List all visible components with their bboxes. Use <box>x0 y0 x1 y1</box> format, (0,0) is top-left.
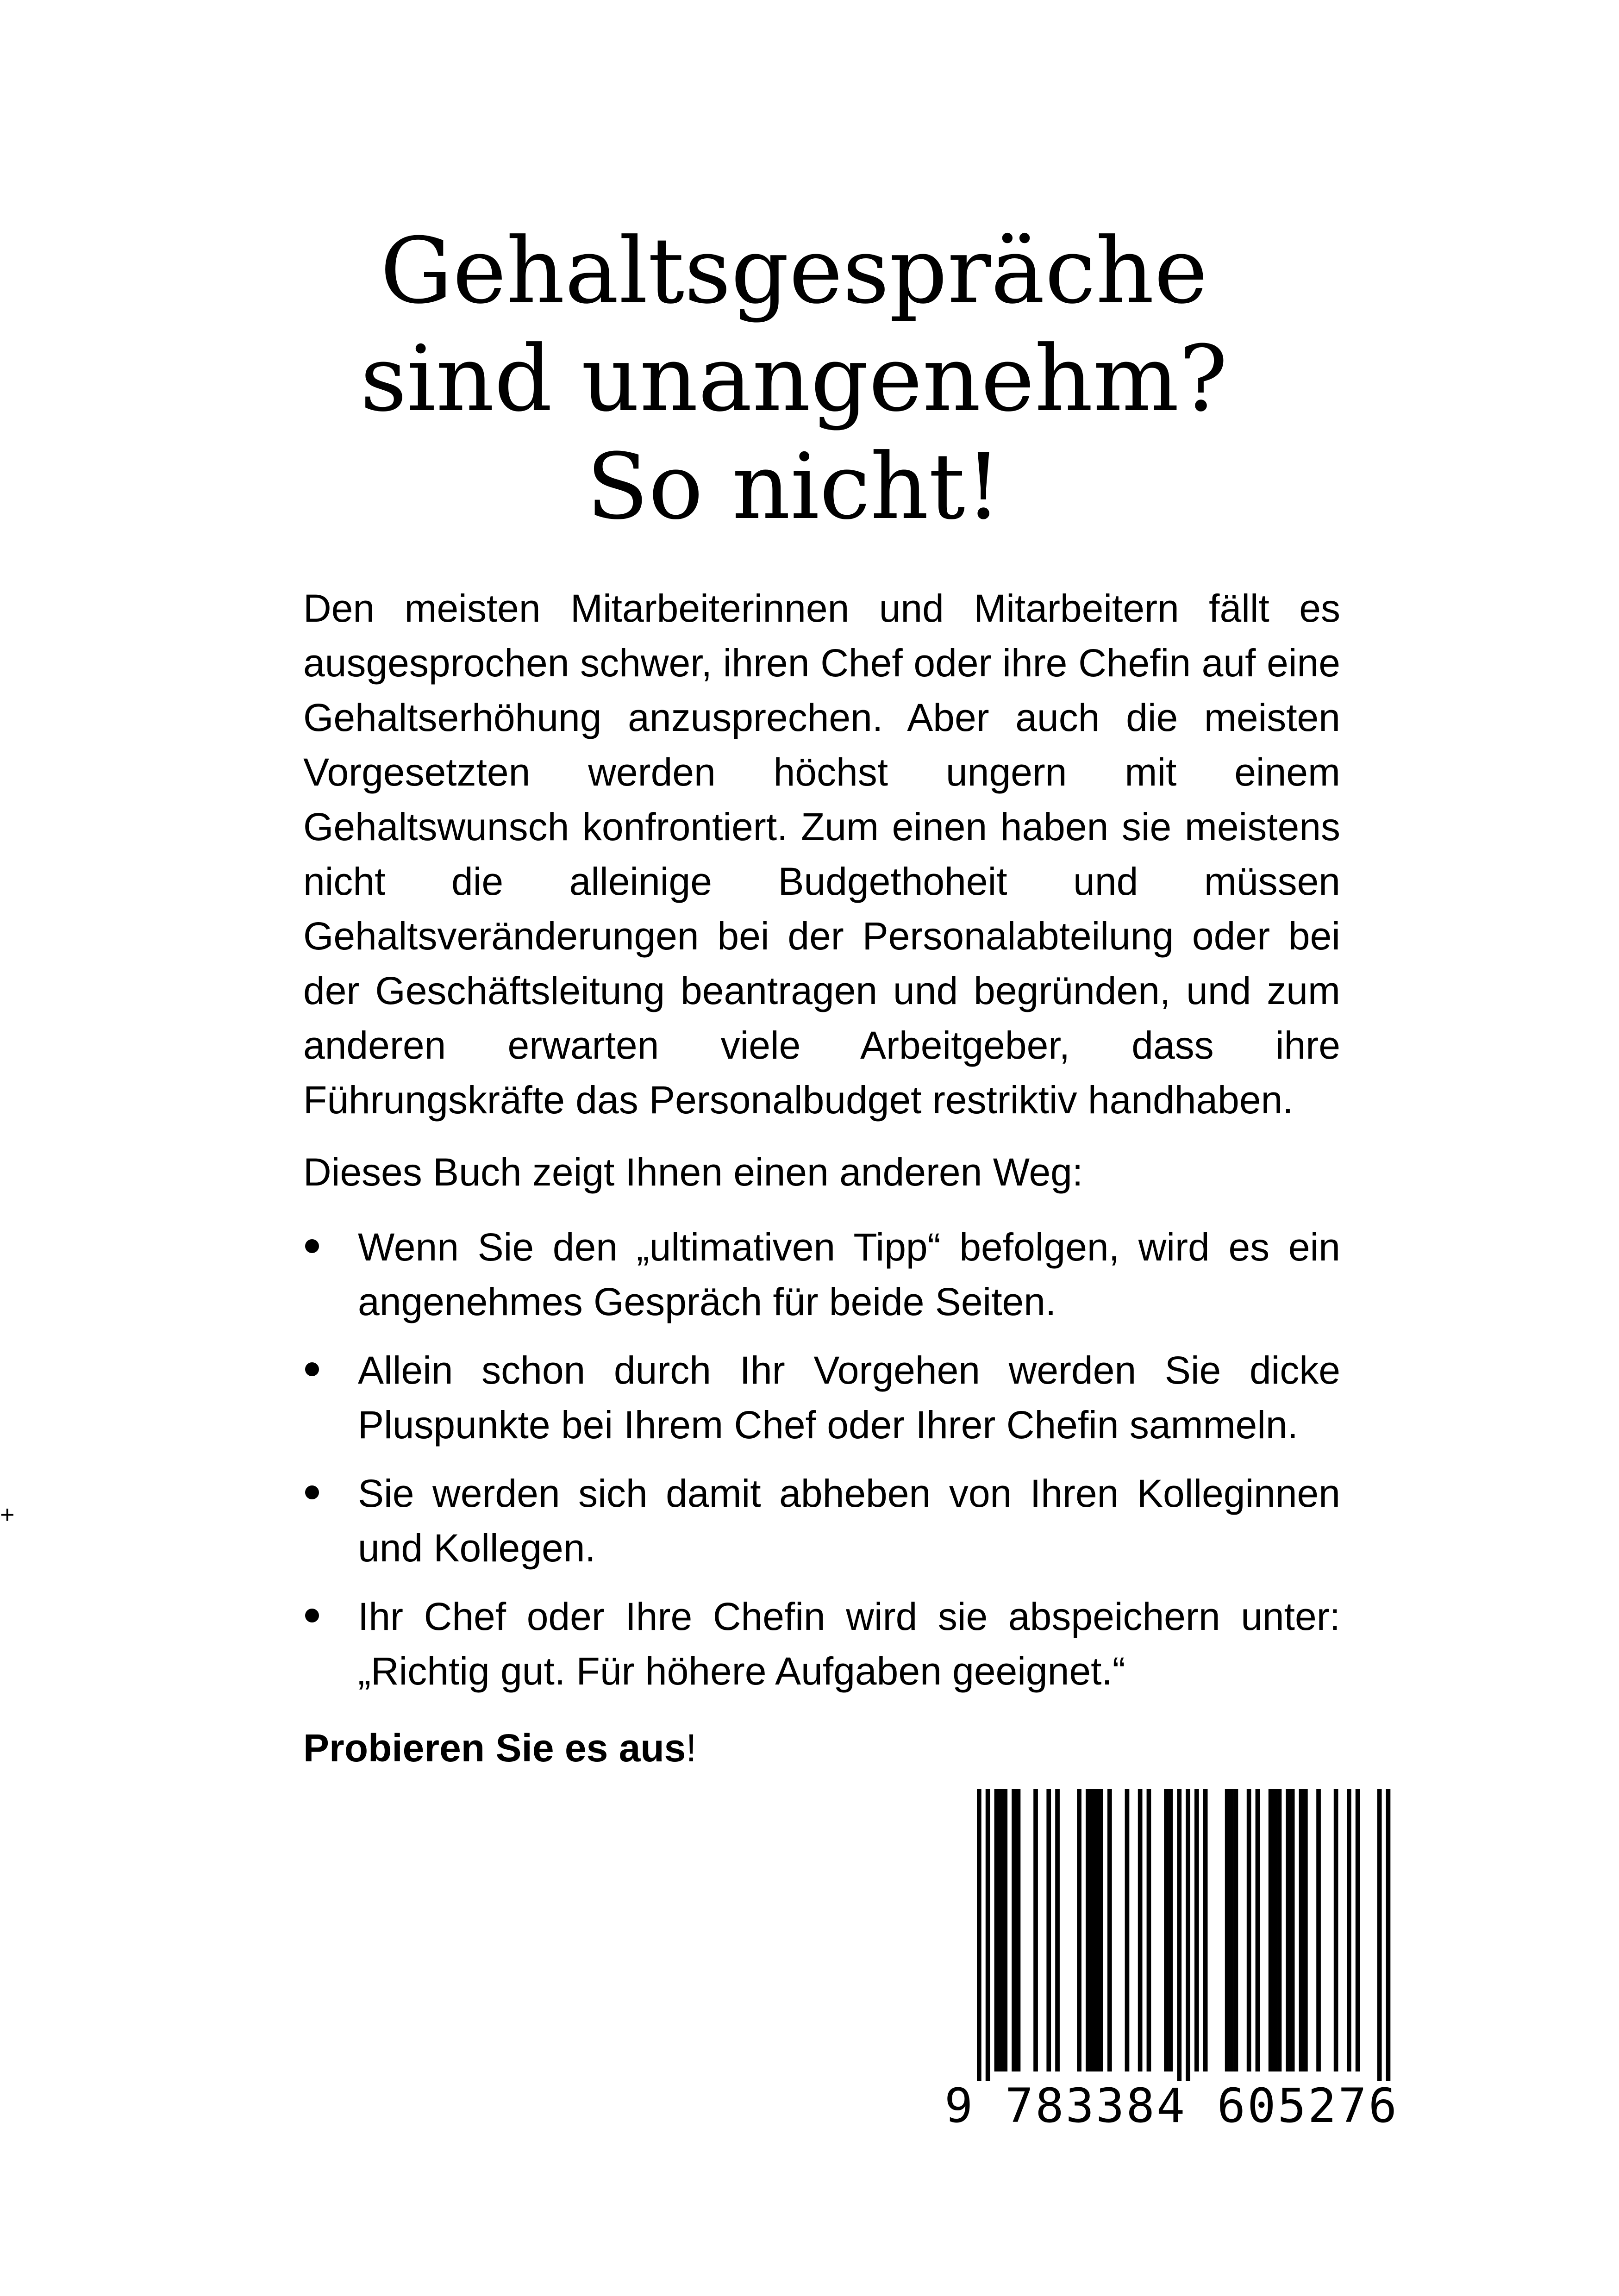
barcode-bar <box>1356 1789 1360 2071</box>
barcode-bar <box>1203 1789 1208 2071</box>
barcode-bar <box>1125 1789 1130 2071</box>
barcode-bar <box>1269 1789 1273 2071</box>
barcode-bar <box>1225 1789 1230 2071</box>
barcode-bars <box>947 1789 1405 2081</box>
barcode-bar <box>1138 1789 1143 2071</box>
bullet-item <box>303 1220 1340 1329</box>
barcode-bar <box>1012 1789 1016 2071</box>
bullet-item <box>303 1343 1340 1452</box>
barcode-bar <box>1186 1789 1190 2081</box>
bullet-text: Ihr Chef oder Ihre Chefin wird sie abspeichern unter: „Richtig gut. Für höhere Aufgaben geeignet.“ <box>358 1595 1340 1693</box>
barcode-bar <box>1147 1789 1151 2071</box>
barcode-bar <box>1177 1789 1181 2081</box>
barcode-bar <box>1003 1789 1007 2071</box>
barcode-bar <box>1299 1789 1304 2071</box>
call-to-action-bold: Probieren Sie es aus <box>303 1726 686 1770</box>
lead-sentence: Dieses Buch zeigt Ihnen einen anderen Weg: <box>303 1150 1083 1194</box>
barcode-bar <box>1247 1789 1251 2071</box>
intro-paragraph: Den meisten Mitarbeiterinnen und Mitarbeitern fällt es ausgesprochen schwer, ihren Chef oder ihre Chefin auf eine Gehaltserhöhung anzusprechen. Aber auch die meisten Vorgesetzten werden höchst ungern mit einem Gehaltswunsch konfrontiert. Zum einen haben sie meistens nicht die alleinige Budgethoheit und müssen Gehaltsveränderungen bei der Personalabteilung oder bei der Geschäftsleitung beantragen und begründen, und zum anderen erwarten viele Arbeitgeber, dass ihre Führungskräfte das Personalbudget restriktiv handhaben. <box>303 586 1340 1122</box>
crop-mark: + <box>0 1501 15 1529</box>
barcode-bar <box>1033 1789 1038 2071</box>
bullet-text: Sie werden sich damit abheben von Ihren Kolleginnen und Kollegen. <box>358 1472 1340 1570</box>
bullet-text: Wenn Sie den „ultimativen Tipp“ befolgen, wird es ein angenehmes Gespräch für beide Seiten. <box>358 1225 1340 1323</box>
barcode-bar <box>1169 1789 1173 2071</box>
bullet-icon <box>305 1485 319 1499</box>
barcode-bar <box>977 1789 981 2081</box>
bullet-text: Allein schon durch Ihr Vorgehen werden Sie dicke Pluspunkte bei Ihrem Chef oder Ihrer Chefin sammeln. <box>358 1348 1340 1447</box>
barcode-bar <box>994 1789 999 2071</box>
barcode-bar <box>1347 1789 1351 2071</box>
barcode-bar <box>1386 1789 1391 2081</box>
barcode-bar <box>1055 1789 1060 2071</box>
blurb <box>303 581 1340 1775</box>
bullet-item <box>303 1466 1340 1575</box>
bullet-list <box>303 1220 1340 1698</box>
headline-line-2: sind unangenehm? <box>360 326 1228 432</box>
bullet-icon <box>305 1609 319 1622</box>
barcode-bar <box>1256 1789 1260 2071</box>
barcode-bar <box>1273 1789 1277 2071</box>
barcode-bar <box>1229 1789 1234 2071</box>
call-to-action-tail: ! <box>686 1726 697 1770</box>
barcode-bar <box>1046 1789 1051 2071</box>
barcode-bar <box>1094 1789 1099 2071</box>
barcode-bar <box>1234 1789 1238 2071</box>
barcode-bar <box>1107 1789 1112 2071</box>
barcode-bar <box>1277 1789 1282 2071</box>
bullet-icon <box>305 1239 319 1253</box>
headline-line-3: So nicht! <box>586 434 1002 540</box>
bullet-item <box>303 1589 1340 1698</box>
headline <box>278 218 1310 542</box>
barcode-bar <box>1316 1789 1321 2071</box>
barcode-bar <box>1194 1789 1199 2071</box>
barcode-bar <box>1016 1789 1021 2071</box>
headline-line-1: Gehaltsgespräche <box>380 218 1208 324</box>
barcode-bar <box>1334 1789 1338 2071</box>
barcode-bar <box>1164 1789 1169 2071</box>
barcode-bar <box>1077 1789 1081 2071</box>
barcode-bar <box>1099 1789 1103 2071</box>
barcode-bar <box>999 1789 1003 2071</box>
barcode-bar <box>1303 1789 1308 2071</box>
barcode-bar <box>1090 1789 1094 2071</box>
barcode-bar <box>1086 1789 1090 2071</box>
bullet-icon <box>305 1362 319 1376</box>
barcode-bar <box>986 1789 990 2081</box>
barcode-bar <box>1377 1789 1382 2081</box>
call-to-action <box>303 1721 1340 1775</box>
barcode-number: 9 783384 605276 <box>944 2078 1399 2134</box>
barcode-bar <box>1286 1789 1290 2071</box>
barcode-bar <box>1290 1789 1295 2071</box>
